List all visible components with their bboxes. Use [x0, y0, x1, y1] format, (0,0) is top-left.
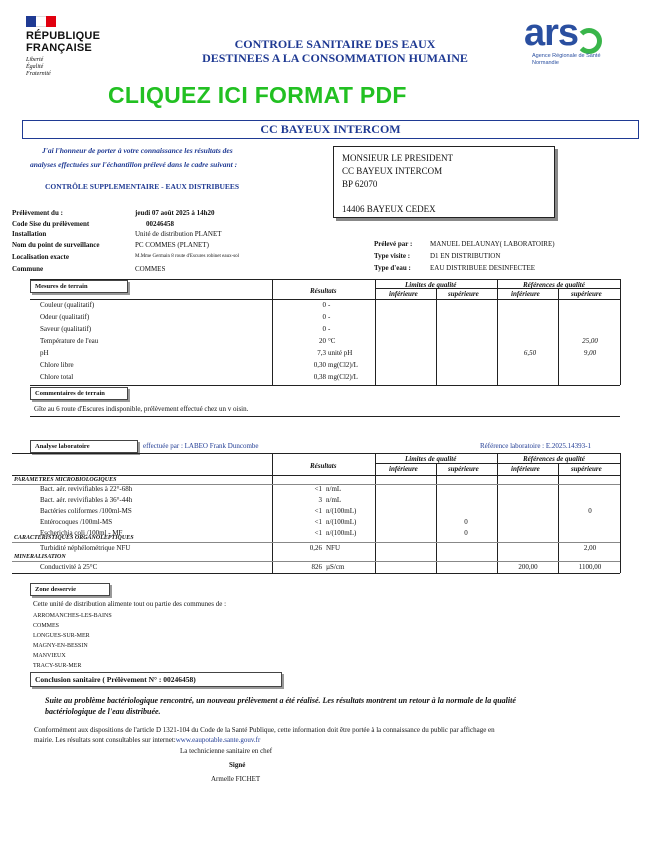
param-unit: - [328, 301, 331, 309]
param-name: Chlore total [40, 373, 74, 381]
param-value: 0 [322, 325, 326, 333]
param-name: Couleur (qualitatif) [40, 301, 95, 309]
address-line-1: MONSIEUR LE PRESIDENT [342, 153, 454, 163]
param-unit: unité pH [328, 349, 353, 357]
footer-legal-line2 [34, 736, 260, 744]
param-name: Entérocoques /100ml-MS [40, 518, 113, 526]
info-label: Installation [12, 230, 47, 238]
param-unit: mg(Cl2)/L [328, 373, 358, 381]
signatory-name: Armelle FICHET [211, 775, 261, 783]
col-resultats: Résultats [310, 462, 337, 470]
info-value: EAU DISTRIBUEE DESINFECTEE [430, 264, 535, 272]
eaupotable-link[interactable]: www.eaupotable.sante.gouv.fr [175, 736, 261, 744]
info-value: MANUEL DELAUNAY( LABORATOIRE) [430, 240, 555, 248]
param-name: Escherichia coli /100ml - MF [40, 529, 123, 537]
param-unit: - [328, 325, 331, 333]
col-lim-sup: supérieure [448, 290, 479, 298]
collectivity-banner [22, 120, 639, 139]
info-value: COMMES [135, 265, 166, 273]
param-value: 0 [322, 301, 326, 309]
signed-label: Signé [229, 761, 246, 769]
collectivity-name: CC BAYEUX INTERCOM [260, 122, 401, 136]
param-value: 0 [322, 313, 326, 321]
ref-sup: 1100,00 [578, 563, 602, 571]
info-label: Type visite : [374, 252, 411, 260]
ars-subtitle-1: Agence Régionale de Santé [532, 53, 601, 59]
param-name: Bact. aér. revivifiables à 36°-44h [40, 496, 133, 504]
list-item: COMMES [33, 623, 60, 629]
param-unit: - [328, 313, 331, 321]
conclusion-text-line1: Suite au problème bactériologique rencontré, un nouveau prélèvement a été réalisé. Les résultats montrent un retour à la normale de la qualité [45, 696, 516, 705]
footer-legal-text: mairie. Les résultats sont consultables sur internet: [34, 736, 176, 744]
param-value: 0,38 [313, 373, 326, 381]
ref-sup: 2,00 [583, 544, 597, 552]
col-ref-sup: supérieure [571, 290, 602, 298]
list-item: LONGUES-SUR-MER [33, 633, 90, 639]
doc-title-line2: DESTINEES A LA CONSOMMATION HUMAINE [202, 51, 468, 65]
signatory-role: La technicienne sanitaire en chef [180, 747, 273, 755]
section-title: PARAMETRES MICROBIOLOGIQUES [14, 477, 117, 483]
intro-context: CONTRÔLE SUPPLEMENTAIRE - EAUX DISTRIBUEES [45, 182, 240, 191]
rf-motto-3: Fraternité [26, 71, 51, 77]
info-label: Prélèvement du : [12, 209, 63, 217]
param-unit: n/(100mL) [326, 518, 357, 526]
info-value: M.Mme Germain 8 route d'Escures robinet eaux-sol [135, 254, 240, 259]
ars-s-accent [576, 28, 602, 54]
zone-intro: Cette unité de distribution alimente tout ou partie des communes de : [33, 600, 227, 608]
info-value: PC COMMES (PLANET) [135, 241, 209, 249]
param-name: Turbidité néphélométrique NFU [40, 544, 131, 552]
address-line-5: 14406 BAYEUX CEDEX [342, 204, 436, 214]
info-label: Localisation exacte [12, 253, 69, 261]
info-label: Code Sise du prélèvement [12, 220, 90, 228]
col-lim-sup: supérieure [448, 465, 479, 473]
col-ref-inf: inférieure [511, 290, 540, 298]
ars-subtitle-2: Normandie [532, 60, 559, 66]
param-unit: n/mL [326, 485, 342, 493]
ars-logo [524, 12, 614, 74]
labo-title: Analyse laboratoire [30, 440, 138, 453]
param-name: Bact. aér. revivifiables à 22°-68h [40, 485, 133, 493]
rf-line2: FRANÇAISE [26, 42, 92, 54]
list-item: TRACY-SUR-MER [33, 663, 82, 669]
intro-line2: analyses effectuées sur l'échantillon prélevé dans le cadre suivant : [30, 160, 238, 169]
param-unit: n/(100mL) [326, 507, 357, 515]
comments-title: Commentaires de terrain [30, 387, 128, 400]
param-value: 0,30 [313, 361, 326, 369]
conclusion-text-line2: bactériologique de l'eau distribuée. [45, 707, 161, 716]
param-value: 3 [318, 496, 322, 504]
param-value: 7,3 [317, 349, 326, 357]
ref-inf: 200,00 [518, 563, 538, 571]
param-value: <1 [314, 485, 322, 493]
list-item: MANVIEUX [33, 653, 66, 659]
param-name: Conductivité à 25°C [40, 563, 98, 571]
footer-legal-line1: Conformément aux dispositions de l'article D 1321-104 du Code de la Santé Publique, cette information doit être portée à la connaissance du public par affichage en [34, 726, 495, 734]
doc-title-line1: CONTROLE SANITAIRE DES EAUX [234, 37, 436, 51]
info-value: 00246458 [146, 220, 174, 228]
col-lim-inf: inférieure [389, 465, 418, 473]
lim-sup: 0 [464, 518, 468, 526]
ref-sup: 25,00 [582, 337, 598, 345]
conclusion-title: Conclusion sanitaire ( Prélèvement N° : 00246458) [30, 672, 282, 687]
param-unit: NFU [326, 544, 341, 552]
col-references: Références de qualité [523, 455, 585, 463]
list-item: ARROMANCHES-LES-BAINS [33, 613, 112, 619]
param-value: <1 [314, 507, 322, 515]
col-resultats: Résultats [310, 287, 337, 295]
info-label: Commune [12, 265, 44, 273]
ref-sup: 9,00 [583, 349, 597, 357]
param-name: pH [40, 349, 49, 357]
ars-logo-text: ars [524, 12, 579, 54]
pdf-link[interactable]: CLIQUEZ ICI FORMAT PDF [108, 82, 407, 108]
address-block [333, 146, 555, 218]
rf-motto-1: Liberté [26, 57, 44, 63]
param-value: 0,26 [309, 544, 322, 552]
marianne-icon [26, 14, 62, 28]
param-value: <1 [314, 529, 322, 537]
rf-motto-2: Égalité [26, 64, 44, 70]
param-value: 20 [319, 337, 326, 345]
info-value: jeudi 07 août 2025 à 14h20 [135, 209, 215, 217]
rf-line1: RÉPUBLIQUE [26, 30, 101, 42]
address-line-3: BP 62070 [342, 179, 378, 189]
labo-performed-by: effectuée par : LABEO Frank Duncombe [143, 442, 259, 450]
info-label: Type d'eau : [374, 264, 411, 272]
param-unit: n/(100mL) [326, 529, 357, 537]
col-ref-inf: inférieure [511, 465, 540, 473]
section-title: CARACTERISTIQUES ORGANOLEPTIQUES [14, 535, 134, 541]
ref-inf: 6,50 [523, 349, 537, 357]
col-references: Références de qualité [523, 281, 585, 289]
param-name: Bactéries coliformes /100ml-MS [40, 507, 132, 515]
param-unit: °C [328, 337, 336, 345]
ref-sup: 0 [588, 507, 592, 515]
param-name: Saveur (qualitatif) [40, 325, 92, 333]
col-lim-inf: inférieure [389, 290, 418, 298]
col-ref-sup: supérieure [571, 465, 602, 473]
param-unit: µS/cm [326, 563, 345, 571]
param-name: Odeur (qualitatif) [40, 313, 90, 321]
terrain-comment: Gîte au 6 route d'Escures indisponible, prélèvement effectué chez un v oisin. [34, 405, 249, 413]
lim-sup: 0 [464, 529, 468, 537]
republique-francaise-logo [26, 14, 121, 78]
intro-line1: J'ai l'honneur de porter à votre connaissance les résultats des [42, 146, 233, 155]
param-name: Chlore libre [40, 361, 74, 369]
param-name: Température de l'eau [40, 337, 99, 345]
section-title: MINERALISATION [14, 554, 66, 560]
info-label: Nom du point de surveillance [12, 241, 100, 249]
info-value: D1 EN DISTRIBUTION [430, 252, 501, 260]
param-unit: n/mL [326, 496, 342, 504]
terrain-title: Mesures de terrain [30, 280, 128, 293]
param-value: 826 [311, 563, 322, 571]
param-value: <1 [314, 518, 322, 526]
col-limites: Limites de qualité [405, 281, 457, 289]
info-label: Prélevé par : [374, 240, 413, 248]
address-line-2: CC BAYEUX INTERCOM [342, 166, 443, 176]
labo-reference: Référence laboratoire : E.2025.14393-1 [480, 442, 591, 450]
list-item: MAGNY-EN-BESSIN [33, 643, 88, 649]
param-unit: mg(Cl2)/L [328, 361, 358, 369]
col-limites: Limites de qualité [405, 455, 457, 463]
info-value: Unité de distribution PLANET [135, 230, 222, 238]
zone-title: Zone desservie [30, 583, 110, 596]
